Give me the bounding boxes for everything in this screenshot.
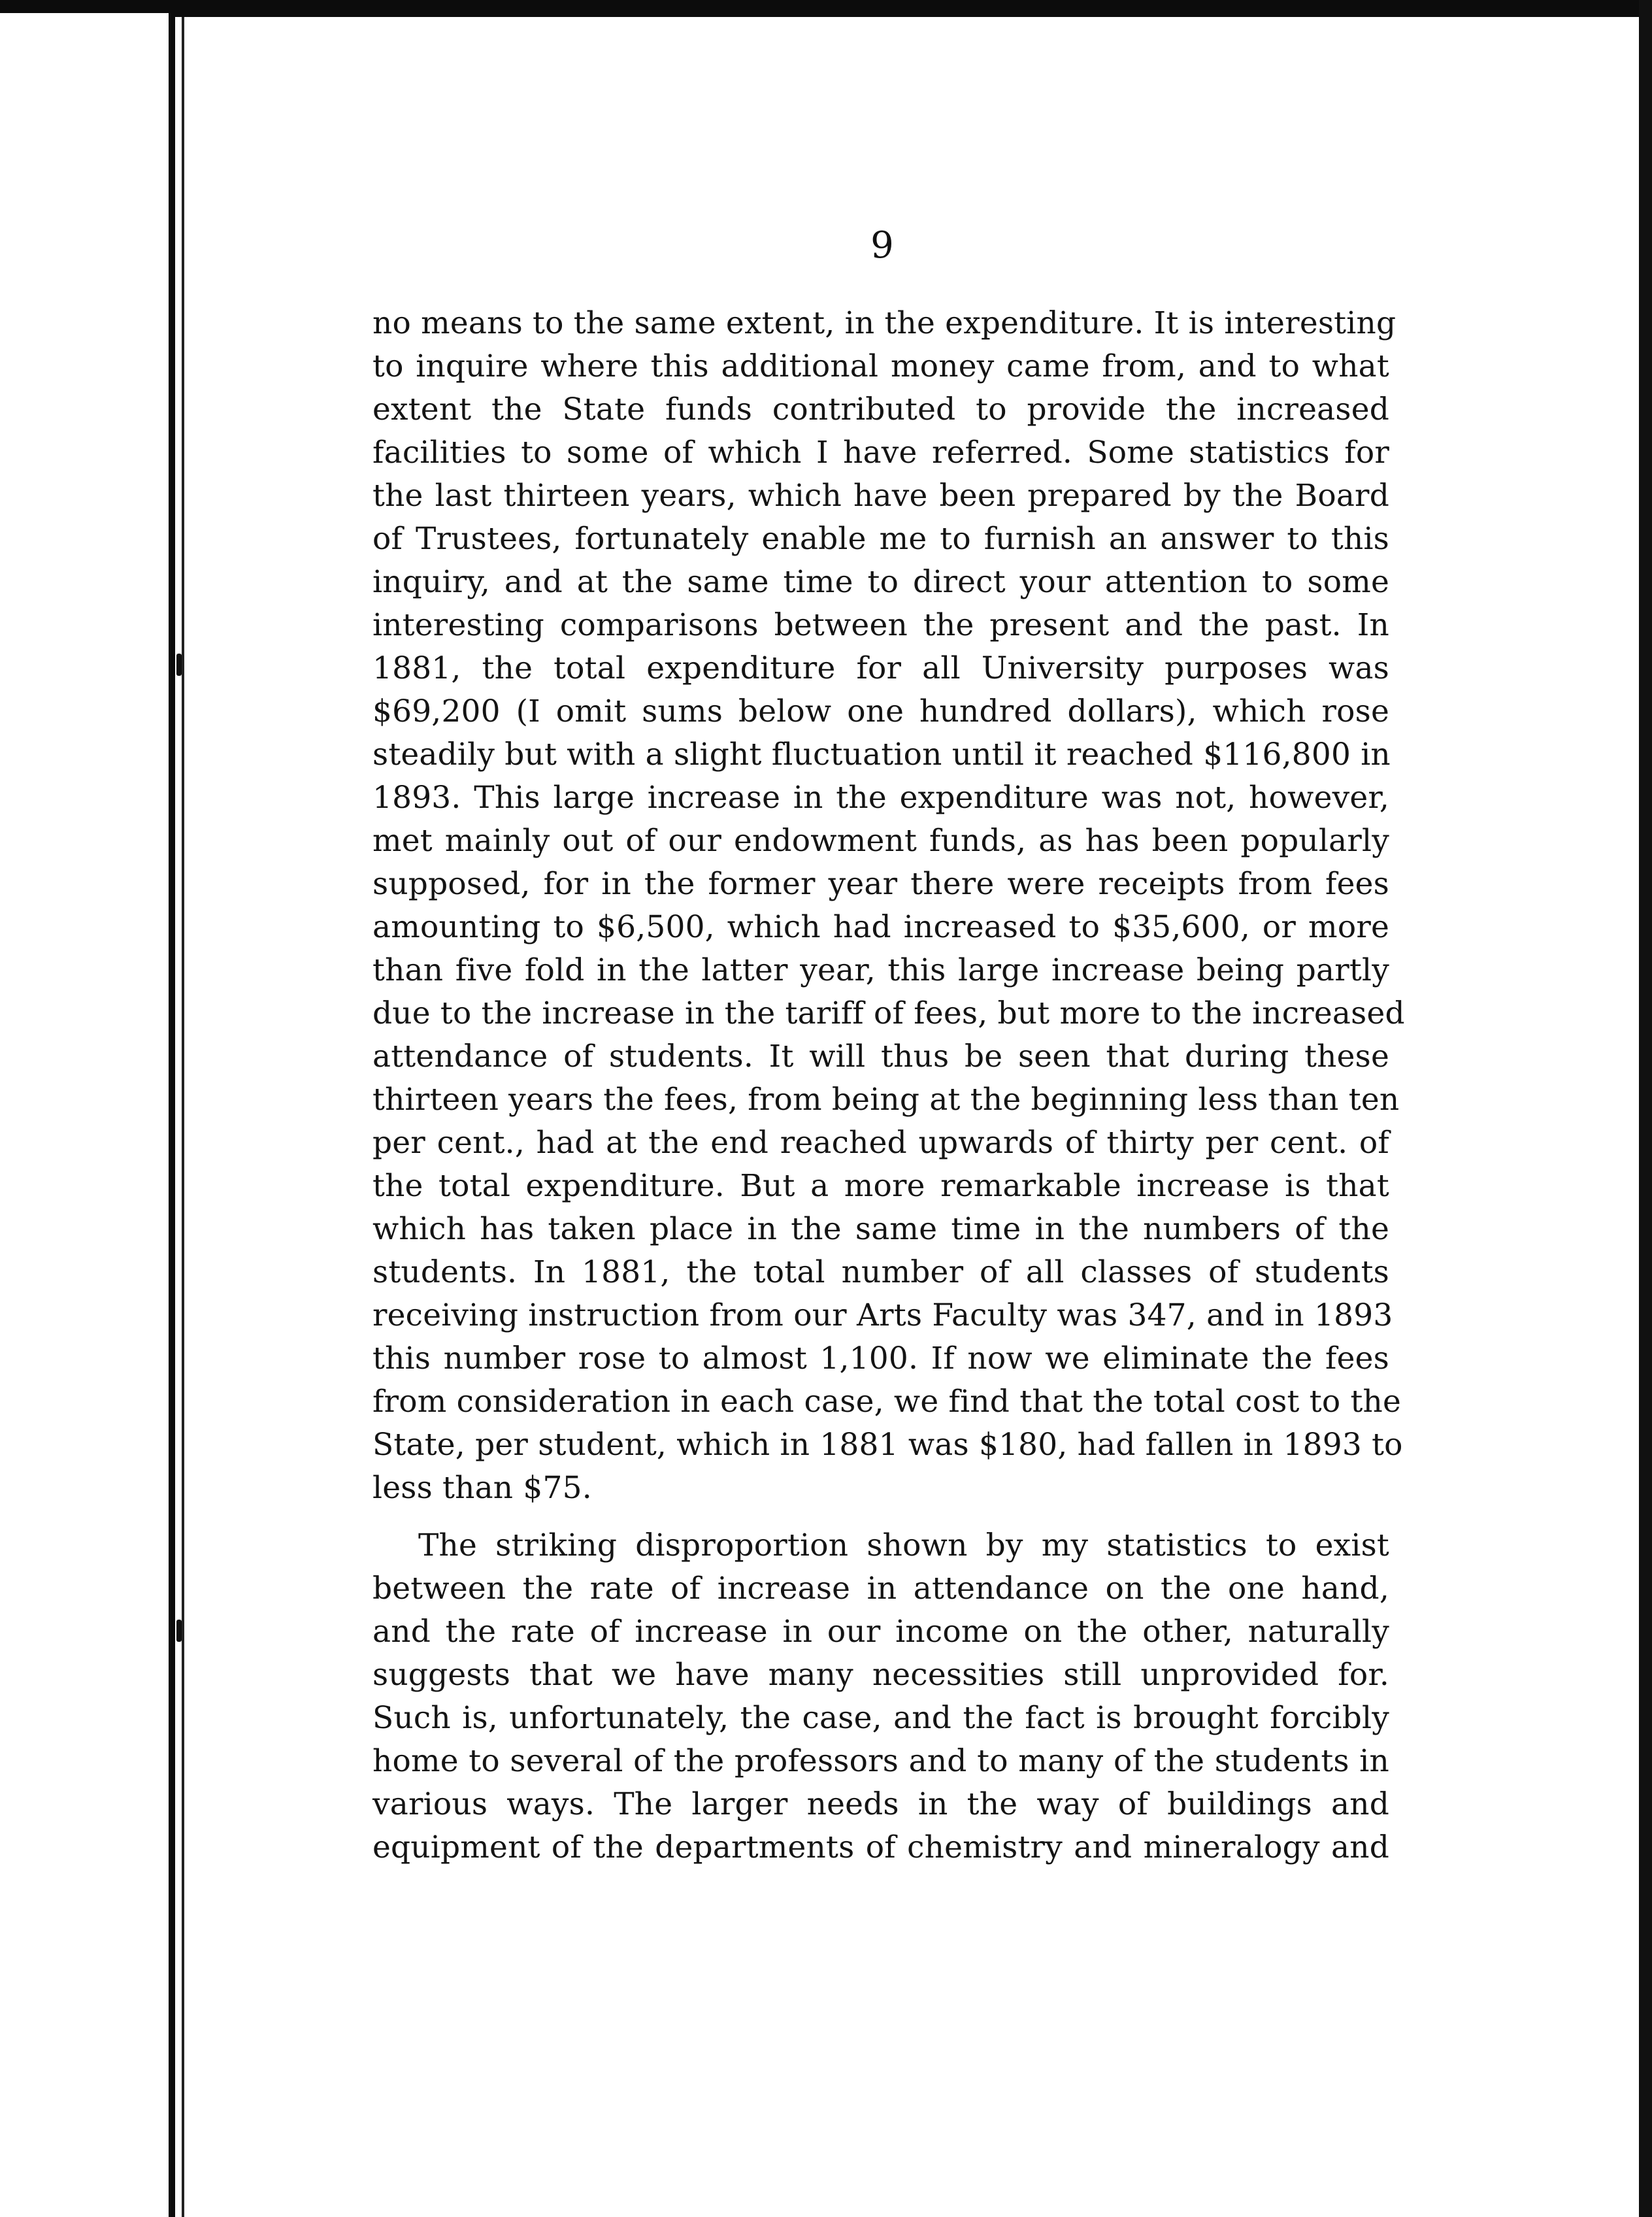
text-line: of Trustees, fortunately enable me to furnish an answer to this: [372, 521, 1389, 557]
text-line: 1893. This large increase in the expenditure was not, however,: [372, 780, 1389, 816]
text-line: students. In 1881, the total number of all classes of students: [372, 1254, 1389, 1290]
paragraph: [372, 302, 1405, 1510]
binding-mark: [176, 654, 182, 676]
text-line: 1881, the total expenditure for all University purposes was: [372, 650, 1389, 686]
scan-right-border: [1639, 0, 1652, 2217]
text-line: which has taken place in the same time in the numbers of the: [372, 1211, 1389, 1247]
text-line: Such is, unfortunately, the case, and the fact is brought forcibly: [372, 1700, 1389, 1736]
text-line: to inquire where this additional money came from, and to what: [372, 348, 1389, 384]
text-line: steadily but with a slight fluctuation until it reached $116,800 in: [372, 737, 1391, 773]
text-line: The striking disproportion shown by my statistics to exist: [418, 1527, 1389, 1563]
text-line: inquiry, and at the same time to direct your attention to some: [372, 564, 1389, 600]
text-line: due to the increase in the tariff of fees, but more to the increased: [372, 995, 1405, 1031]
text-line: interesting comparisons between the present and the past. In: [372, 607, 1389, 643]
text-line: equipment of the departments of chemistry and mineralogy and: [372, 1829, 1389, 1865]
paragraph-gap: [372, 1510, 1389, 1524]
page-number: 9: [870, 224, 894, 267]
text-line: and the rate of increase in our income on the other, naturally: [372, 1614, 1389, 1650]
text-line: met mainly out of our endowment funds, as has been popularly: [372, 823, 1389, 859]
text-line: facilities to some of which I have referred. Some statistics for: [372, 435, 1389, 471]
text-line: thirteen years the fees, from being at the beginning less than ten: [372, 1082, 1400, 1118]
text-line: various ways. The larger needs in the way of buildings and: [372, 1786, 1389, 1822]
page-gutter: [182, 17, 184, 2217]
text-line: between the rate of increase in attendance on the one hand,: [372, 1571, 1389, 1607]
text-line: per cent., had at the end reached upwards of thirty per cent. of: [372, 1125, 1389, 1161]
text-line: than five fold in the latter year, this large increase being partly: [372, 952, 1389, 988]
scan-top-border: [0, 0, 1652, 17]
facing-page-edge: [0, 13, 169, 2217]
paragraph: [372, 1524, 1389, 1869]
text-line: $69,200 (I omit sums below one hundred dollars), which rose: [372, 693, 1389, 729]
text-line: receiving instruction from our Arts Faculty was 347, and in 1893: [372, 1297, 1393, 1333]
binding-mark: [176, 1620, 182, 1642]
text-line: the total expenditure. But a more remarkable increase is that: [372, 1168, 1389, 1204]
text-line: less than $75.: [372, 1470, 592, 1506]
body-text: [372, 302, 1405, 1869]
text-line: the last thirteen years, which have been prepared by the Board: [372, 478, 1389, 514]
text-line: supposed, for in the former year there were receipts from fees: [372, 866, 1389, 902]
text-line: extent the State funds contributed to provide the increased: [372, 392, 1389, 427]
text-line: home to several of the professors and to many of the students in: [372, 1743, 1389, 1779]
text-line: suggests that we have many necessities still unprovided for.: [372, 1657, 1389, 1693]
text-line: amounting to $6,500, which had increased to $35,600, or more: [372, 909, 1389, 945]
text-line: State, per student, which in 1881 was $180, had fallen in 1893 to: [372, 1427, 1403, 1463]
text-line: this number rose to almost 1,100. If now we eliminate the fees: [372, 1341, 1389, 1376]
text-line: attendance of students. It will thus be seen that during these: [372, 1039, 1389, 1075]
text-line: from consideration in each case, we find that the total cost to the: [372, 1384, 1402, 1420]
text-line: no means to the same extent, in the expenditure. It is interesting: [372, 305, 1396, 341]
